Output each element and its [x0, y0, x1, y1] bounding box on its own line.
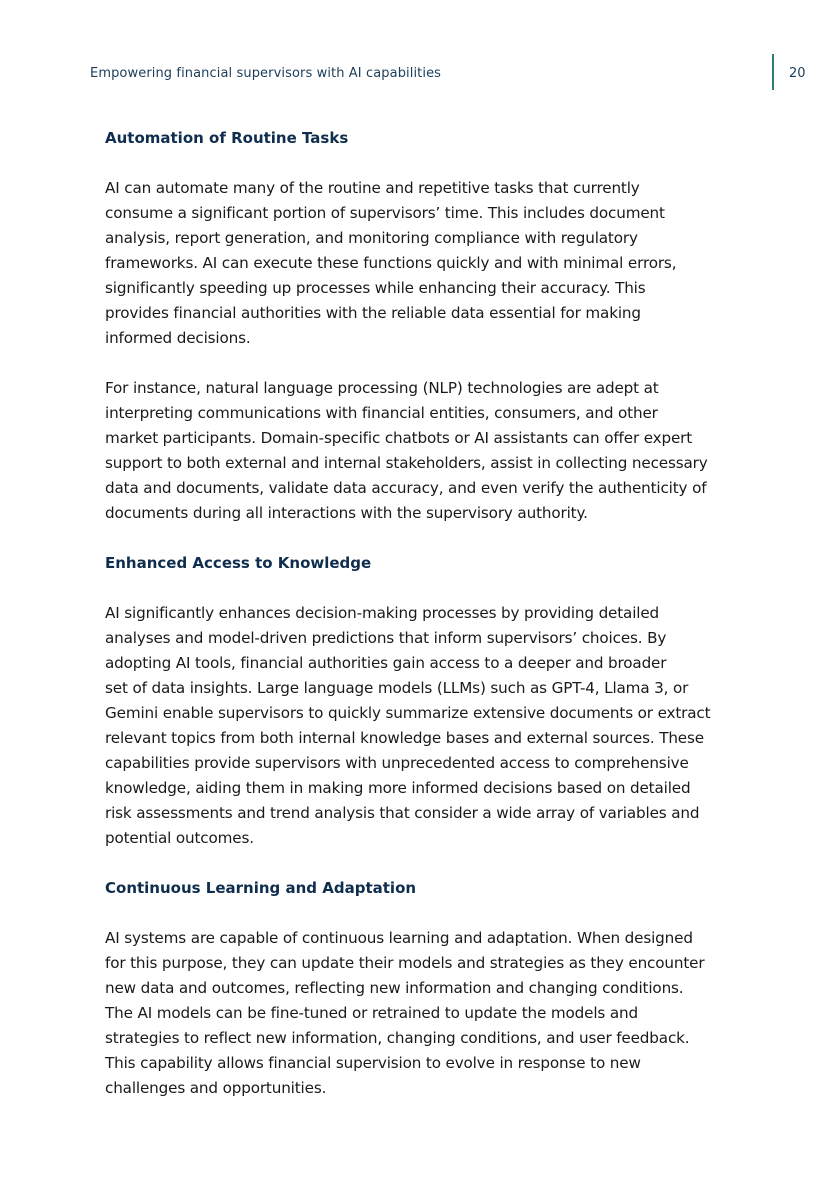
text-line: support to both external and internal stakeholders, assist in collecting necessary	[105, 454, 708, 472]
text-line: AI significantly enhances decision-making processes by providing detailed	[105, 604, 660, 622]
text-line: For instance, natural language processing (NLP) technologies are adept at	[105, 379, 659, 397]
paragraph	[105, 376, 745, 526]
paragraph	[105, 926, 745, 1101]
text-line: analysis, report generation, and monitoring compliance with regulatory	[105, 229, 638, 247]
text-line: informed decisions.	[105, 329, 251, 347]
text-line: Gemini enable supervisors to quickly summarize extensive documents or extract	[105, 704, 711, 722]
text-line: strategies to reflect new information, changing conditions, and user feedback.	[105, 1029, 690, 1047]
text-line: market participants. Domain-specific chatbots or AI assistants can offer expert	[105, 429, 693, 447]
text-line: frameworks. AI can execute these functions quickly and with minimal errors,	[105, 254, 677, 272]
text-line: AI systems are capable of continuous learning and adaptation. When designed	[105, 929, 693, 947]
text-line: knowledge, aiding them in making more informed decisions based on detailed	[105, 779, 691, 797]
text-line: potential outcomes.	[105, 829, 254, 847]
text-line: consume a significant portion of supervisors’ time. This includes document	[105, 204, 665, 222]
text-line: challenges and opportunities.	[105, 1079, 327, 1097]
text-line: capabilities provide supervisors with unprecedented access to comprehensive	[105, 754, 689, 772]
section-continuous-learning-and-adaptation	[105, 876, 745, 1101]
section-heading: Automation of Routine Tasks	[105, 129, 349, 147]
text-line: risk assessments and trend analysis that consider a wide array of variables and	[105, 804, 700, 822]
paragraph	[105, 601, 745, 851]
text-line: documents during all interactions with the supervisory authority.	[105, 504, 588, 522]
section-heading: Enhanced Access to Knowledge	[105, 554, 372, 572]
text-line: new data and outcomes, reflecting new information and changing conditions.	[105, 979, 684, 997]
text-line: set of data insights. Large language models (LLMs) such as GPT-4, Llama 3, or	[105, 679, 689, 697]
text-line: This capability allows financial supervision to evolve in response to new	[105, 1054, 641, 1072]
text-line: significantly speeding up processes while enhancing their accuracy. This	[105, 279, 646, 297]
text-line: adopting AI tools, financial authorities gain access to a deeper and broader	[105, 654, 667, 672]
header-divider	[772, 54, 774, 90]
paragraph	[105, 176, 745, 351]
section-heading: Continuous Learning and Adaptation	[105, 879, 417, 897]
text-line: relevant topics from both internal knowledge bases and external sources. These	[105, 729, 704, 747]
section-enhanced-access-to-knowledge	[105, 551, 745, 851]
text-line: interpreting communications with financial entities, consumers, and other	[105, 404, 658, 422]
text-line: provides financial authorities with the reliable data essential for making	[105, 304, 641, 322]
text-line: data and documents, validate data accuracy, and even verify the authenticity of	[105, 479, 707, 497]
text-line: for this purpose, they can update their models and strategies as they encounter	[105, 954, 705, 972]
page-content	[105, 126, 745, 1126]
text-line: AI can automate many of the routine and repetitive tasks that currently	[105, 179, 640, 197]
document-title: Empowering financial supervisors with AI capabilities	[90, 66, 442, 81]
text-line: The AI models can be fine-tuned or retrained to update the models and	[105, 1004, 638, 1022]
section-automation-of-routine-tasks	[105, 126, 745, 526]
page-number: 20	[789, 66, 806, 81]
text-line: analyses and model-driven predictions that inform supervisors’ choices. By	[105, 629, 667, 647]
